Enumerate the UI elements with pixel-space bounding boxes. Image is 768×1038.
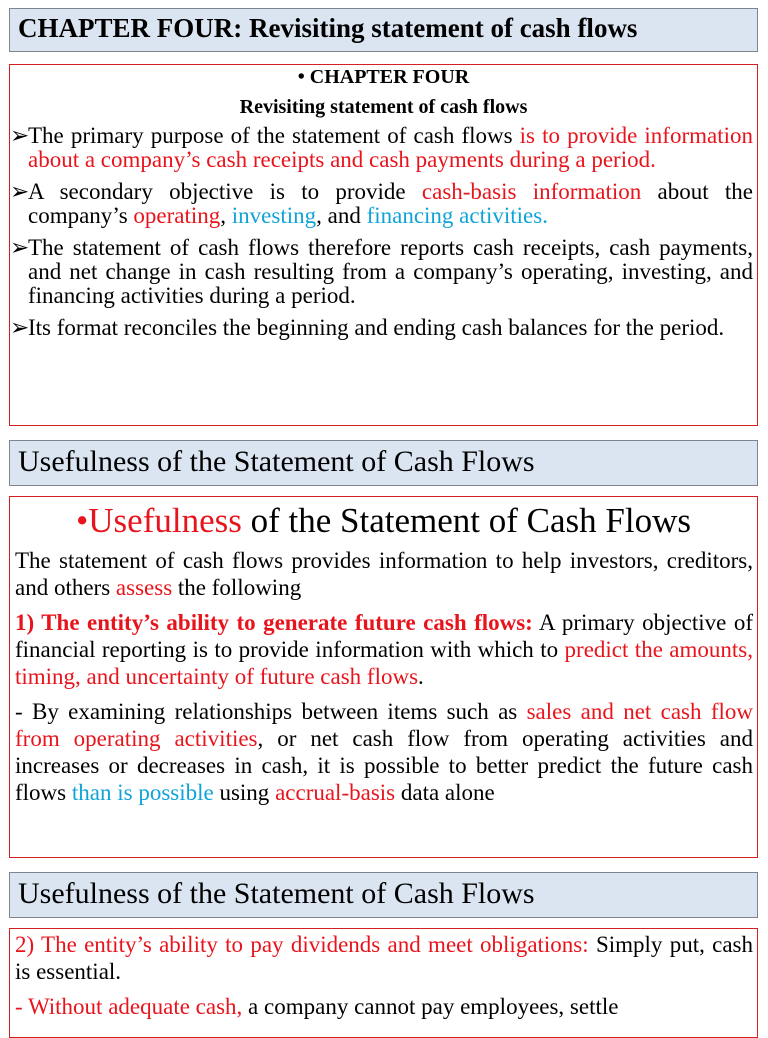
bullet-primary-purpose: ➢The primary purpose of the statement of cash flows is to provide information about a company’s cash receipts and cash payments during a period. [10, 123, 753, 172]
slide2-heading: •Usefulness of the Statement of Cash Flows [76, 501, 691, 540]
slide2-title-bar [9, 440, 758, 486]
para-generate-cash: 1) The entity’s ability to generate future cash flows: A primary objective of financial reporting is to provide information with which to predict the amounts, timing, and uncertainty of future cash flows. [15, 610, 753, 689]
slide3-title: Usefulness of the Statement of Cash Flows [18, 877, 535, 910]
arrow-bullet-icon: ➢ [10, 235, 30, 260]
bullet-reports: ➢The statement of cash flows therefore reports cash receipts, cash payments, and net change in cash resulting from a company’s operating, investing, and financing activities during a period. [10, 235, 753, 308]
slide3-content-box [9, 928, 758, 1038]
slide1-center-heading-2: Revisiting statement of cash flows [239, 96, 528, 118]
slide1-center-heading-1: • CHAPTER FOUR [297, 66, 470, 88]
slide2-title: Usefulness of the Statement of Cash Flows [18, 445, 535, 478]
slide1-content-box [9, 64, 758, 426]
arrow-bullet-icon: ➢ [10, 315, 30, 340]
slide1-title-bar [9, 8, 758, 52]
arrow-bullet-icon: ➢ [10, 123, 30, 148]
slide1-title: CHAPTER FOUR: Revisiting statement of cash flows [18, 13, 638, 43]
para-without-cash: - Without adequate cash, a company cannot pay employees, settle [15, 994, 619, 1019]
bullet-format: ➢Its format reconciles the beginning and ending cash balances for the period. [10, 315, 725, 340]
bullet-secondary-objective: ➢A secondary objective is to provide cash-basis information about the company’s operating, investing, and financing activities. [10, 179, 753, 228]
arrow-bullet-icon: ➢ [10, 179, 30, 204]
para-pay-dividends: 2) The entity’s ability to pay dividends and meet obligations: Simply put, cash is essential. [15, 932, 753, 984]
para-intro: The statement of cash flows provides information to help investors, creditors, and others assess the following [15, 548, 753, 600]
para-examining-relationships: - By examining relationships between items such as sales and net cash flow from operating activities, or net cash flow from operating activities and increases or decreases in cash, it is possible to better predict the future cash flows than is possible using accrual-basis data alone [15, 699, 754, 805]
slide3-title-bar [9, 872, 758, 918]
slide2-content-box [9, 496, 758, 858]
